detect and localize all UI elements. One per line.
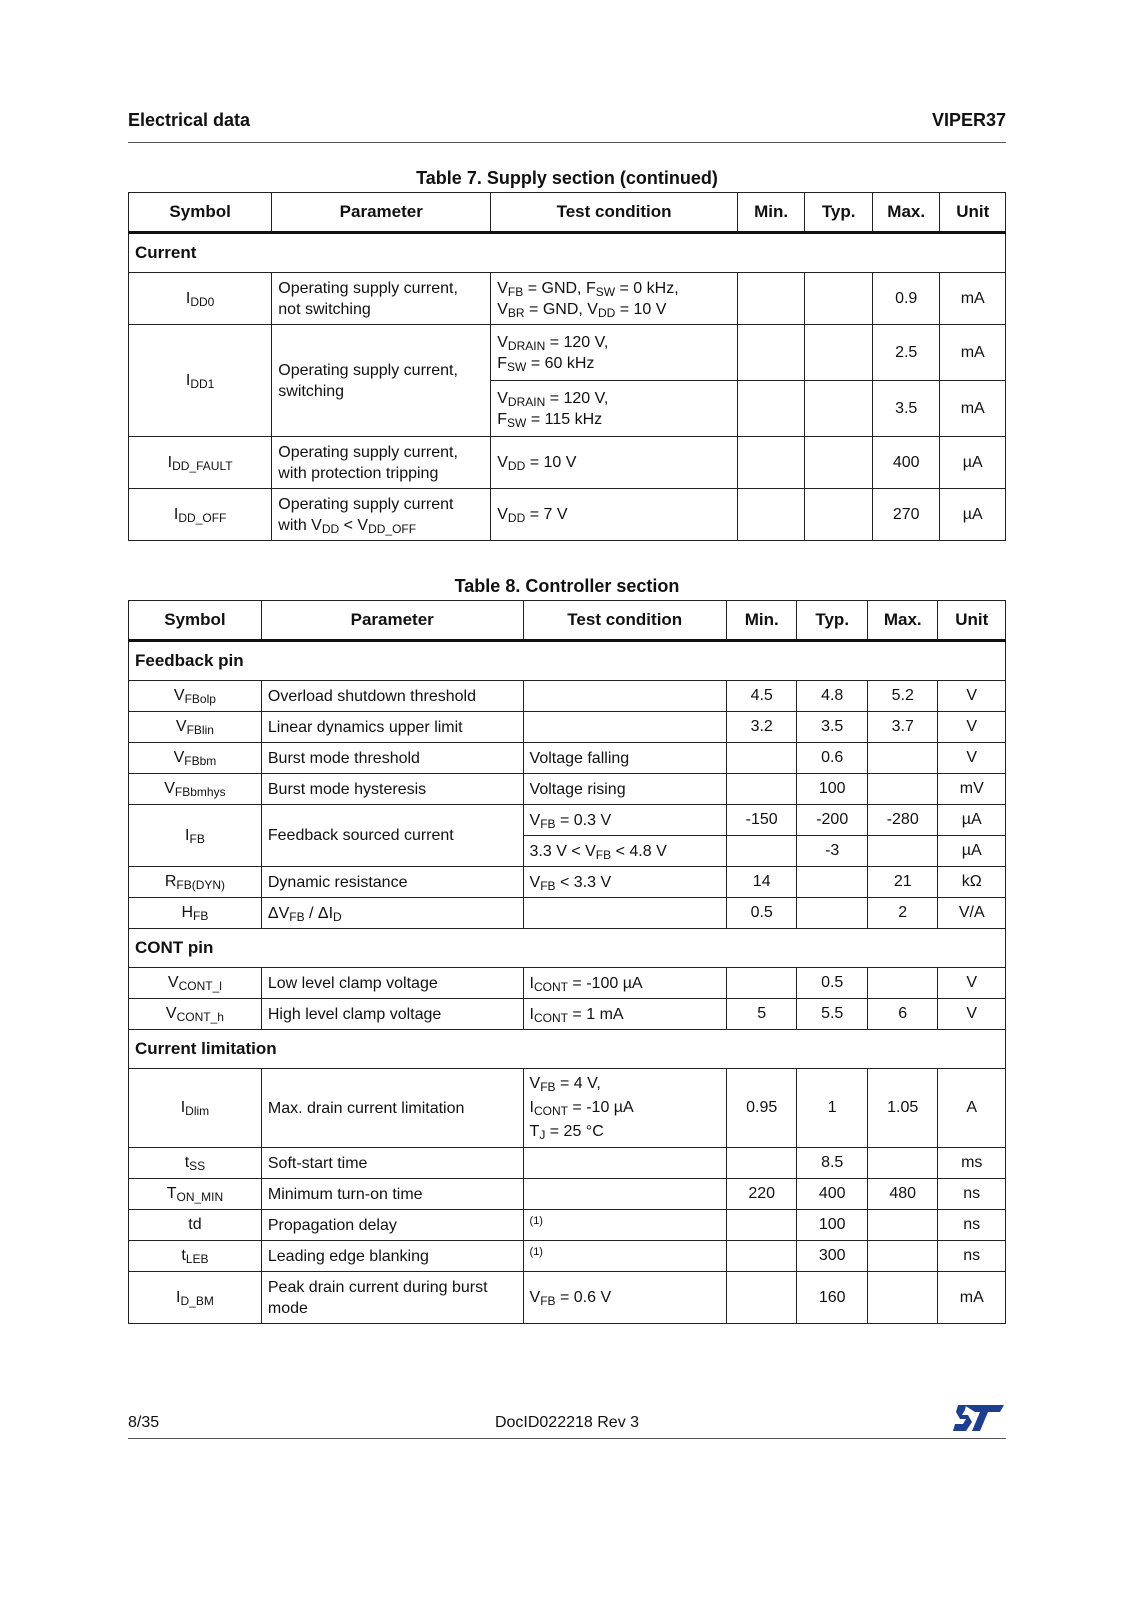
condition-cell (523, 1241, 726, 1272)
table-row (129, 805, 1006, 836)
typ-cell: -3 (797, 836, 868, 867)
symbol-cell: $V_{FBbm}$ (129, 743, 262, 774)
parameter-cell: High level clamp voltage (261, 999, 523, 1030)
min-cell (726, 774, 797, 805)
parameter-cell: Low level clamp voltage (261, 968, 523, 999)
table-row (129, 968, 1006, 999)
st-logo-icon (950, 1402, 1006, 1439)
table-header-row (129, 601, 1006, 641)
max-cell: 1.05 (867, 1069, 938, 1148)
min-cell (737, 273, 805, 325)
section-feedback-pin: Feedback pin (129, 641, 1006, 681)
min-cell: 3.2 (726, 712, 797, 743)
table-row (129, 1179, 1006, 1210)
min-cell (726, 743, 797, 774)
col-parameter: Parameter (272, 193, 491, 233)
condition-cell: $V_{DRAIN} = 120$ V, $F_{SW} = 60$ kHz (491, 325, 738, 381)
unit-cell: mV (938, 774, 1006, 805)
unit-cell: mA (938, 1272, 1006, 1324)
table8-controller (128, 600, 1006, 1324)
typ-cell (805, 325, 873, 381)
min-cell (726, 968, 797, 999)
table-row (129, 681, 1006, 712)
col-symbol: Symbol (129, 193, 272, 233)
min-cell (726, 1148, 797, 1179)
unit-cell: V (938, 712, 1006, 743)
table-row (129, 999, 1006, 1030)
symbol-cell: $t_{SS}$ (129, 1148, 262, 1179)
table8-caption: Table 8. Controller section (454, 576, 680, 596)
max-cell (867, 1241, 938, 1272)
typ-cell: 400 (797, 1179, 868, 1210)
condition-cell (523, 1179, 726, 1210)
parameter-cell: Max. drain current limitation (261, 1069, 523, 1148)
min-cell: 0.95 (726, 1069, 797, 1148)
unit-cell: V (938, 681, 1006, 712)
section-title: Electrical data (128, 110, 251, 130)
table-row (129, 712, 1006, 743)
symbol-cell: $t_{LEB}$ (129, 1241, 262, 1272)
unit-cell: V (938, 968, 1006, 999)
min-cell: 0.5 (726, 898, 797, 929)
parameter-cell: Operating supply current, switching (272, 325, 491, 437)
table-row (129, 898, 1006, 929)
unit-cell: ns (938, 1241, 1006, 1272)
condition-cell: $V_{FB} = 0.3$ V (523, 805, 726, 836)
unit-cell: µA (940, 489, 1006, 541)
symbol-cell: $V_{FBolp}$ (129, 681, 262, 712)
max-cell (867, 774, 938, 805)
table-row (129, 1272, 1006, 1324)
min-cell (737, 381, 805, 437)
symbol-cell: $I_{D\_BM}$ (129, 1272, 262, 1324)
symbol-cell: $V_{FBlin}$ (129, 712, 262, 743)
max-cell (867, 743, 938, 774)
unit-cell: ns (938, 1210, 1006, 1241)
table-header-row (129, 193, 1006, 233)
typ-cell (805, 381, 873, 437)
symbol-cell: $I_{FB}$ (129, 805, 262, 867)
symbol-cell: $I_{DD1}$ (129, 325, 272, 437)
table7-supply (128, 192, 1006, 541)
typ-cell: 100 (797, 1210, 868, 1241)
table-row (129, 1069, 1006, 1148)
max-cell: 3.7 (867, 712, 938, 743)
condition-cell: $I_{CONT} = 1$ mA (523, 999, 726, 1030)
typ-cell (805, 273, 873, 325)
typ-cell: 4.8 (797, 681, 868, 712)
table-row (129, 437, 1006, 489)
min-cell (726, 836, 797, 867)
document-id: DocID022218 Rev 3 (494, 1414, 640, 1431)
col-parameter: Parameter (261, 601, 523, 641)
min-cell (726, 1210, 797, 1241)
symbol-cell: $I_{DD0}$ (129, 273, 272, 325)
parameter-cell: $\Delta V_{FB} / \Delta I_D$ (261, 898, 523, 929)
col-min: Min. (737, 193, 805, 233)
max-cell (867, 1210, 938, 1241)
typ-cell: 100 (797, 774, 868, 805)
max-cell (867, 968, 938, 999)
product-name: VIPER37 (931, 110, 1006, 130)
max-cell: 2 (867, 898, 938, 929)
unit-cell: ms (938, 1148, 1006, 1179)
typ-cell: 1 (797, 1069, 868, 1148)
parameter-cell: Minimum turn-on time (261, 1179, 523, 1210)
section-current: Current (129, 233, 1006, 273)
unit-cell: mA (940, 325, 1006, 381)
table-row (129, 273, 1006, 325)
col-test-condition: Test condition (491, 193, 738, 233)
col-typ: Typ. (805, 193, 873, 233)
unit-cell: V (938, 743, 1006, 774)
unit-cell: µA (938, 836, 1006, 867)
min-cell: 220 (726, 1179, 797, 1210)
col-typ: Typ. (797, 601, 868, 641)
parameter-cell: Leading edge blanking (261, 1241, 523, 1272)
typ-cell: 5.5 (797, 999, 868, 1030)
section-cont-pin: CONT pin (129, 929, 1006, 968)
condition-cell: Voltage falling (523, 743, 726, 774)
condition-cell (523, 1148, 726, 1179)
unit-cell: µA (940, 437, 1006, 489)
typ-cell: 160 (797, 1272, 868, 1324)
table-row (129, 325, 1006, 381)
max-cell (867, 836, 938, 867)
typ-cell: -200 (797, 805, 868, 836)
max-cell: 400 (872, 437, 940, 489)
section-current-limitation: Current limitation (129, 1030, 1006, 1069)
unit-cell: V (938, 999, 1006, 1030)
symbol-cell: $V_{CONT\_l}$ (129, 968, 262, 999)
col-max: Max. (872, 193, 940, 233)
typ-cell (805, 489, 873, 541)
table-row (129, 867, 1006, 898)
parameter-cell: Operating supply current with $V_{DD} < V_{DD\_OFF}$ (272, 489, 491, 541)
table-row (129, 1210, 1006, 1241)
symbol-cell: $I_{DD\_FAULT}$ (129, 437, 272, 489)
min-cell: 4.5 (726, 681, 797, 712)
unit-cell: kΩ (938, 867, 1006, 898)
max-cell: 5.2 (867, 681, 938, 712)
typ-cell: 300 (797, 1241, 868, 1272)
parameter-cell: Burst mode hysteresis (261, 774, 523, 805)
parameter-cell: Feedback sourced current (261, 805, 523, 867)
max-cell: 480 (867, 1179, 938, 1210)
table-row (129, 1148, 1006, 1179)
parameter-cell: Operating supply current, with protection tripping (272, 437, 491, 489)
condition-cell: $V_{DD} = 10$ V (491, 437, 738, 489)
table-row (129, 489, 1006, 541)
min-cell (737, 437, 805, 489)
max-cell: 2.5 (872, 325, 940, 381)
unit-cell: A (938, 1069, 1006, 1148)
parameter-cell: Burst mode threshold (261, 743, 523, 774)
max-cell (867, 1272, 938, 1324)
typ-cell (797, 867, 868, 898)
unit-cell: mA (940, 273, 1006, 325)
parameter-cell: Linear dynamics upper limit (261, 712, 523, 743)
unit-cell: V/A (938, 898, 1006, 929)
parameter-cell: Soft-start time (261, 1148, 523, 1179)
max-cell (867, 1148, 938, 1179)
condition-cell: 3.3 $V < V_{FB} < 4.8$ V (523, 836, 726, 867)
unit-cell: ns (938, 1179, 1006, 1210)
condition-cell (523, 898, 726, 929)
parameter-cell: Operating supply current, not switching (272, 273, 491, 325)
condition-cell (523, 712, 726, 743)
symbol-cell: $T_{ON\_MIN}$ (129, 1179, 262, 1210)
condition-cell (523, 1210, 726, 1241)
max-cell: 270 (872, 489, 940, 541)
min-cell (737, 489, 805, 541)
min-cell: 14 (726, 867, 797, 898)
col-min: Min. (726, 601, 797, 641)
typ-cell (797, 898, 868, 929)
typ-cell: 8.5 (797, 1148, 868, 1179)
typ-cell: 0.6 (797, 743, 868, 774)
condition-cell: Voltage rising (523, 774, 726, 805)
typ-cell: 0.5 (797, 968, 868, 999)
condition-cell: $V_{FB} = 4$ V, $I_{CONT} = -10$ µA $T_J = 25$ °C (523, 1069, 726, 1148)
min-cell: 5 (726, 999, 797, 1030)
min-cell: -150 (726, 805, 797, 836)
symbol-cell: $H_{FB}$ (129, 898, 262, 929)
condition-cell: $V_{DD} = 7$ V (491, 489, 738, 541)
footnote-ref: (1) (529, 1245, 543, 1258)
condition-cell (523, 681, 726, 712)
symbol-cell: td (129, 1210, 262, 1241)
min-cell (737, 325, 805, 381)
condition-cell: $V_{FB} < 3.3$ V (523, 867, 726, 898)
max-cell: 21 (867, 867, 938, 898)
symbol-cell: $R_{FB(DYN)}$ (129, 867, 262, 898)
min-cell (726, 1241, 797, 1272)
table-row (129, 774, 1006, 805)
unit-cell: µA (938, 805, 1006, 836)
parameter-cell: Overload shutdown threshold (261, 681, 523, 712)
table7-caption: Table 7. Supply section (continued) (416, 168, 718, 188)
unit-cell: mA (940, 381, 1006, 437)
parameter-cell: Dynamic resistance (261, 867, 523, 898)
symbol-cell: $V_{CONT\_h}$ (129, 999, 262, 1030)
max-cell: 0.9 (872, 273, 940, 325)
parameter-cell: Peak drain current during burst mode (261, 1272, 523, 1324)
condition-cell: $I_{CONT} = -100$ µA (523, 968, 726, 999)
symbol-cell: $I_{Dlim}$ (129, 1069, 262, 1148)
col-unit: Unit (940, 193, 1006, 233)
table-row (129, 743, 1006, 774)
parameter-cell: Propagation delay (261, 1210, 523, 1241)
condition-cell: $V_{FB} = 0.6$ V (523, 1272, 726, 1324)
page-footer (128, 1402, 1006, 1439)
page-header (128, 110, 1006, 143)
symbol-cell: $V_{FBbmhys}$ (129, 774, 262, 805)
max-cell: -280 (867, 805, 938, 836)
table-row (129, 1241, 1006, 1272)
min-cell (726, 1272, 797, 1324)
max-cell: 3.5 (872, 381, 940, 437)
footnote-ref: (1) (529, 1214, 543, 1227)
page-number: 8/35 (128, 1414, 160, 1431)
col-max: Max. (867, 601, 938, 641)
col-symbol: Symbol (129, 601, 262, 641)
typ-cell (805, 437, 873, 489)
max-cell: 6 (867, 999, 938, 1030)
condition-cell: $V_{DRAIN} = 120$ V, $F_{SW} = 115$ kHz (491, 381, 738, 437)
col-test-condition: Test condition (523, 601, 726, 641)
symbol-cell: $I_{DD\_OFF}$ (129, 489, 272, 541)
condition-cell: $V_{FB}$ = GND, $F_{SW} = 0$ kHz, $V_{BR}$ = GND, $V_{DD} = 10$ V (491, 273, 738, 325)
col-unit: Unit (938, 601, 1006, 641)
typ-cell: 3.5 (797, 712, 868, 743)
